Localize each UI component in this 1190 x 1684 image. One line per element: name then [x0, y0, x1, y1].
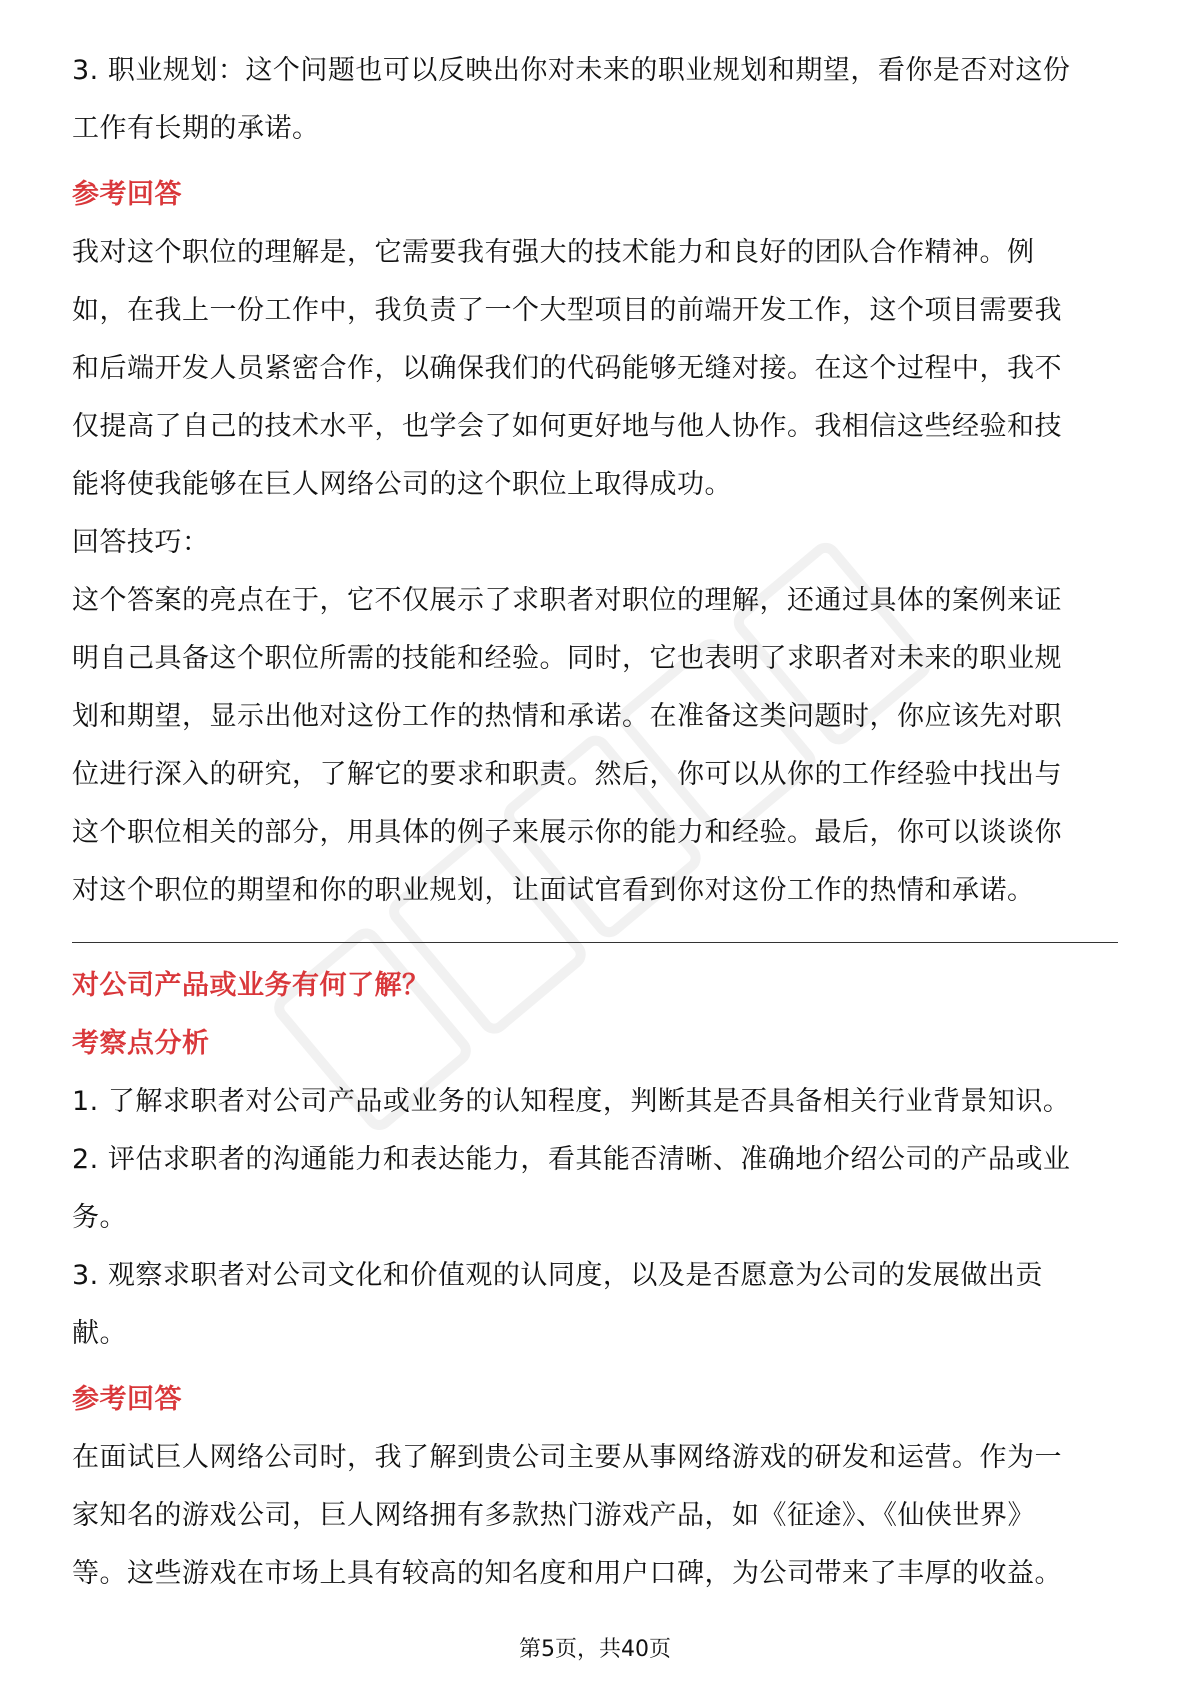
text-line: 这个职位相关的部分，用具体的例子来展示你的能力和经验。最后，你可以谈谈你 — [72, 817, 1062, 848]
text-line: 家知名的游戏公司，巨人网络拥有多款热门游戏产品，如《征途》、《仙侠世界》 — [72, 1500, 1035, 1531]
analysis-list — [72, 1073, 1118, 1363]
text-line: 如，在我上一份工作中，我负责了一个大型项目的前端开发工作，这个项目需要我 — [72, 295, 1062, 326]
reference-answer-paragraph — [72, 1429, 1118, 1603]
text-line: 3. 职业规划：这个问题也可以反映出你对未来的职业规划和期望，看你是否对这份 — [72, 55, 1071, 86]
text-line: 1. 了解求职者对公司产品或业务的认知程度，判断其是否具备相关行业背景知识。 — [72, 1086, 1071, 1117]
reference-answer-paragraph — [72, 224, 1118, 514]
item-3-paragraph — [72, 42, 1118, 158]
section-divider — [72, 942, 1118, 943]
text-line: 献。 — [72, 1318, 127, 1349]
analysis-heading: 考察点分析 — [72, 1028, 210, 1059]
text-line: 2. 评估求职者的沟通能力和表达能力，看其能否清晰、准确地介绍公司的产品或业 — [72, 1144, 1071, 1175]
page-footer: 第5页，共40页 — [519, 1637, 671, 1662]
text-line: 和后端开发人员紧密合作，以确保我们的代码能够无缝对接。在这个过程中，我不 — [72, 353, 1062, 384]
text-line: 3. 观察求职者对公司文化和价值观的认同度，以及是否愿意为公司的发展做出贡 — [72, 1260, 1043, 1291]
text-line: 工作有长期的承诺。 — [72, 113, 320, 144]
text-line: 位进行深入的研究，了解它的要求和职责。然后，你可以从你的工作经验中找出与 — [72, 759, 1062, 790]
question-heading: 对公司产品或业务有何了解？ — [72, 970, 430, 1001]
text-line: 等。这些游戏在市场上具有较高的知名度和用户口碑，为公司带来了丰厚的收益。 — [72, 1558, 1062, 1589]
reference-answer-heading: 参考回答 — [72, 1384, 182, 1415]
answer-tips-heading: 回答技巧： — [72, 527, 210, 558]
text-line: 仅提高了自己的技术水平，也学会了如何更好地与他人协作。我相信这些经验和技 — [72, 411, 1062, 442]
text-line: 明自己具备这个职位所需的技能和经验。同时，它也表明了求职者对未来的职业规 — [72, 643, 1062, 674]
text-line: 务。 — [72, 1202, 127, 1233]
text-line: 我对这个职位的理解是，它需要我有强大的技术能力和良好的团队合作精神。例 — [72, 237, 1035, 268]
text-line: 对这个职位的期望和你的职业规划，让面试官看到你对这份工作的热情和承诺。 — [72, 875, 1035, 906]
text-line: 这个答案的亮点在于，它不仅展示了求职者对职位的理解，还通过具体的案例来证 — [72, 585, 1062, 616]
reference-answer-heading: 参考回答 — [72, 179, 182, 210]
document-page — [72, 42, 1118, 1603]
answer-tips-paragraph — [72, 572, 1118, 920]
text-line: 在面试巨人网络公司时，我了解到贵公司主要从事网络游戏的研发和运营。作为一 — [72, 1442, 1062, 1473]
text-line: 能将使我能够在巨人网络公司的这个职位上取得成功。 — [72, 469, 732, 500]
text-line: 划和期望，显示出他对这份工作的热情和承诺。在准备这类问题时，你应该先对职 — [72, 701, 1062, 732]
